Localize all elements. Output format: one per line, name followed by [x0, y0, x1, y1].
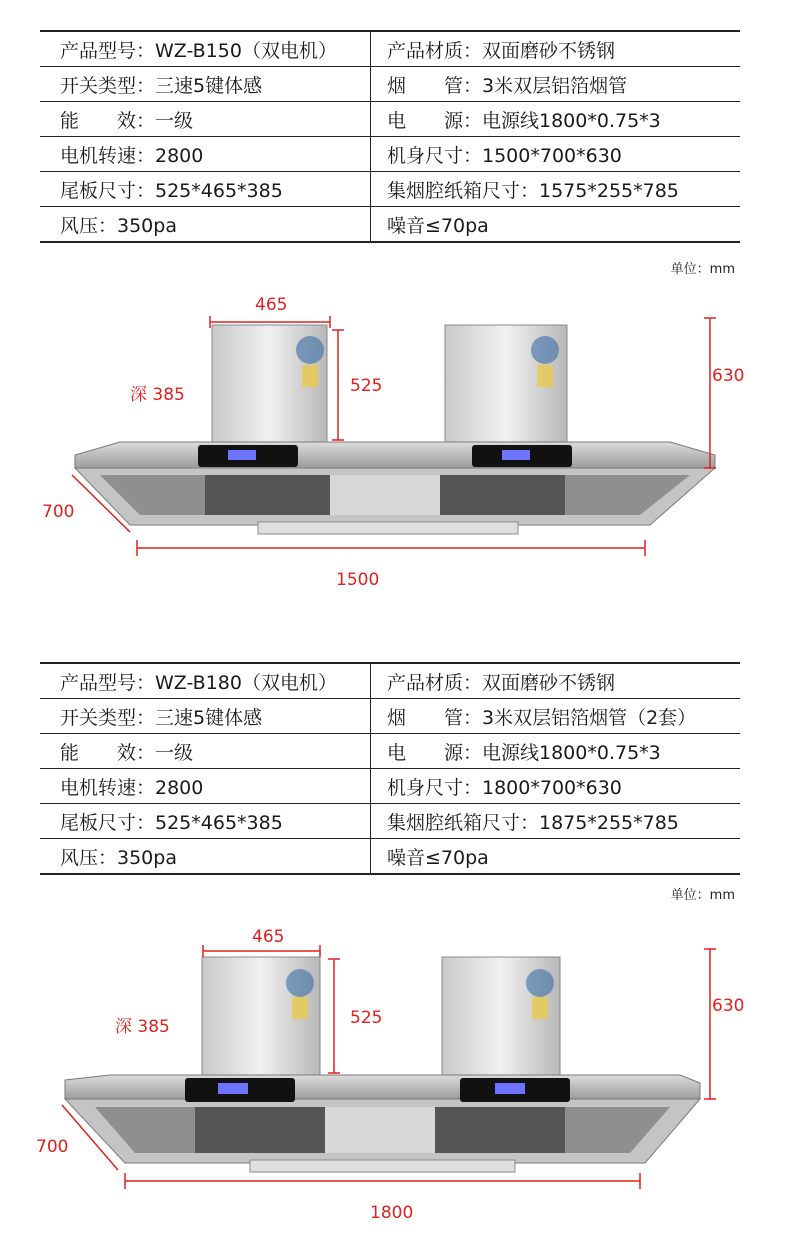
- dimension-height-panel: 525: [350, 1008, 383, 1028]
- spec-cell: 产品材质：双面磨砂不锈钢: [371, 663, 741, 699]
- dimension-length: 1800: [370, 1203, 414, 1223]
- table-row: [40, 67, 740, 102]
- dimension-width-top: 465: [255, 295, 288, 315]
- spec-cell: 集烟腔纸箱尺寸：1575*255*785: [371, 172, 741, 207]
- table-row: [40, 839, 740, 875]
- dimension-side-depth: 700: [36, 1137, 69, 1157]
- spec-cell: 产品型号：WZ-B180（双电机）: [40, 663, 371, 699]
- dimension-height-total: 630: [712, 996, 745, 1016]
- table-row: [40, 769, 740, 804]
- spec-cell: 尾板尺寸：525*465*385: [40, 804, 371, 839]
- range-hood-illustration: [0, 925, 790, 1235]
- dimension-depth: 深 385: [115, 1017, 170, 1037]
- dimension-height-total: 630: [712, 366, 745, 386]
- spec-cell: 尾板尺寸：525*465*385: [40, 172, 371, 207]
- table-row: [40, 663, 740, 699]
- spec-cell: 能 效：一级: [40, 734, 371, 769]
- spec-cell: 烟 管：3米双层铝箔烟管: [371, 67, 741, 102]
- spec-cell: 开关类型：三速5键体感: [40, 699, 371, 734]
- table-row: [40, 31, 740, 67]
- spec-cell: 电 源：电源线1800*0.75*3: [371, 102, 741, 137]
- spec-cell: 烟 管：3米双层铝箔烟管（2套）: [371, 699, 741, 734]
- table-row: [40, 804, 740, 839]
- spec-cell: 产品型号：WZ-B150（双电机）: [40, 31, 371, 67]
- table-row: [40, 207, 740, 243]
- dimension-width-top: 465: [252, 927, 285, 947]
- table-row: [40, 734, 740, 769]
- spec-cell: 电机转速：2800: [40, 137, 371, 172]
- table-row: [40, 137, 740, 172]
- spec-cell: 电 源：电源线1800*0.75*3: [371, 734, 741, 769]
- dimension-height-panel: 525: [350, 376, 383, 396]
- spec-cell: 风压：350pa: [40, 839, 371, 875]
- spec-cell: 风压：350pa: [40, 207, 371, 243]
- table-row: [40, 699, 740, 734]
- range-hood-illustration: [0, 290, 790, 600]
- spec-cell: 噪音≤70pa: [371, 207, 741, 243]
- spec-cell: 产品材质：双面磨砂不锈钢: [371, 31, 741, 67]
- spec-cell: 机身尺寸：1500*700*630: [371, 137, 741, 172]
- table-row: [40, 102, 740, 137]
- spec-cell: 开关类型：三速5键体感: [40, 67, 371, 102]
- spec-cell: 电机转速：2800: [40, 769, 371, 804]
- dimension-side-depth: 700: [42, 502, 75, 522]
- unit-label: 单位：mm: [670, 888, 735, 903]
- spec-cell: 集烟腔纸箱尺寸：1875*255*785: [371, 804, 741, 839]
- spec-cell: 噪音≤70pa: [371, 839, 741, 875]
- unit-label: 单位：mm: [670, 262, 735, 277]
- spec-table-b180: [40, 662, 740, 875]
- range-hood-diagram-b180: [0, 925, 790, 1235]
- table-row: [40, 172, 740, 207]
- spec-table-b150: [40, 30, 740, 243]
- dimension-depth: 深 385: [130, 385, 185, 405]
- spec-cell: 机身尺寸：1800*700*630: [371, 769, 741, 804]
- range-hood-diagram-b150: [0, 290, 790, 600]
- spec-cell: 能 效：一级: [40, 102, 371, 137]
- dimension-length: 1500: [336, 570, 380, 590]
